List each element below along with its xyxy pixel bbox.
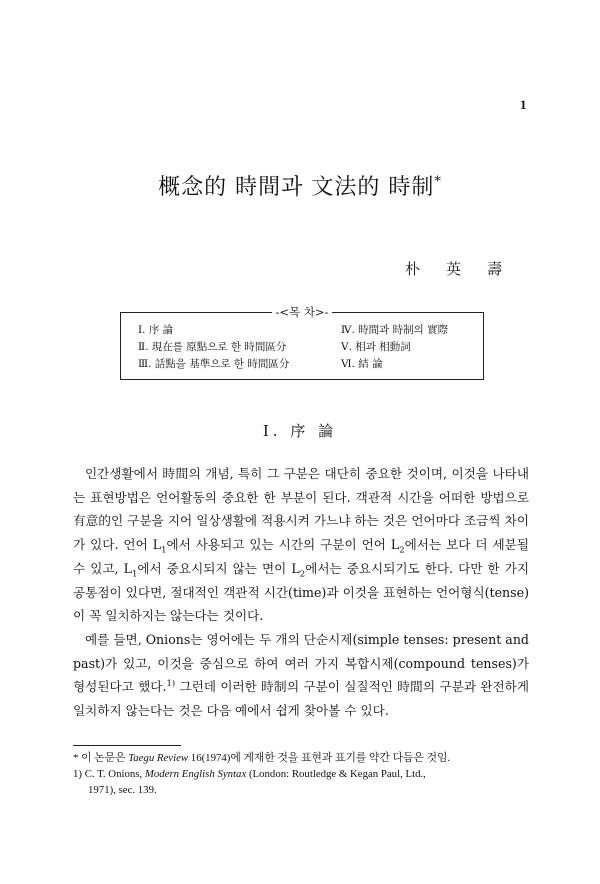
- text-run: (London: Routledge & Kegan Paul, Ltd.,: [246, 768, 426, 780]
- footnote-star: [73, 750, 533, 766]
- subscript: 2: [299, 569, 306, 580]
- author-name: 朴英壽: [405, 260, 529, 278]
- paper-title: [0, 170, 600, 201]
- footnote-divider: [73, 745, 181, 746]
- footnote-1: [73, 766, 533, 782]
- toc-left-column: [138, 322, 289, 373]
- book-title: Modern English Syntax: [144, 768, 247, 780]
- text-run: 예를 들면, Onions는 영어에는 두 개의 단순시제(simple tenses: present and past)가 있고, 이것을 중심으로 하여 여러 가지 복합시제(compound tenses)가 형성된다고 했다.: [73, 631, 529, 695]
- toc-item: Ⅲ. 話點을 基準으로 한 時間區分: [138, 358, 290, 370]
- subscript: 2: [399, 545, 405, 556]
- text-run: 에서는 중요시되기도 한다. 다만 한 가지 공통점이 있다면, 절대적인 객관적 시간(time)과 이것을 표현하는 언어형식(tense)이 꼭 일치하지는 않는다는 것이다.: [73, 560, 530, 624]
- text-run: 16(1974)에 게재한 것을 표현과 표기를 약간 다듬은 것임.: [188, 752, 451, 764]
- body-text: [73, 462, 529, 723]
- title-footnote-mark: *: [434, 174, 442, 190]
- toc-item: Ⅱ. 現在를 原點으로 한 時間區分: [138, 341, 287, 353]
- page-number: 1: [520, 97, 527, 112]
- toc-right-column: [341, 322, 448, 373]
- paragraph-2: [73, 628, 529, 723]
- text-run: 인간생활에서 時間의 개념, 특히 그 구분은 대단히 중요한 것이며, 이것을 나타내는 표현방법은 언어활동의 중요한 한 부분이 된다. 객관적 시간을 어떠한 방법으로 有意的인 구분을 지어 일상생활에 적용시켜 가느냐 하는 것은 언어마다 조금씩 차이가 있다. 언어 L: [73, 466, 529, 553]
- toc-caption: [121, 303, 483, 321]
- toc-item: Ⅳ. 時間과 時制의 實際: [341, 324, 449, 336]
- journal-title: Taegu Review: [128, 752, 189, 764]
- table-of-contents: [120, 305, 484, 380]
- text-run: 에서는 보다 더 세분될 수 있고, L: [73, 537, 529, 576]
- text-run: 그런데 이러한 時制의 구분이 실질적인 時間의 구분과 완전하게 일치하지 않는다는 것은 다음 예에서 쉽게 찾아볼 수 있다.: [73, 679, 529, 719]
- footnote-reference[interactable]: 1): [166, 679, 176, 690]
- toc-item: Ⅵ. 結 論: [341, 358, 383, 370]
- toc-item: Ⅴ. 相과 相動詞: [341, 341, 411, 353]
- title-text: 概念的 時間과 文法的 時制: [158, 175, 435, 200]
- text-run: 에서 사용되고 있는 시간의 구분이 언어 L: [166, 537, 400, 553]
- toc-item: Ⅰ. 序 論: [138, 324, 174, 336]
- text-run: * 이 논문은: [73, 752, 129, 764]
- subscript: 1: [131, 569, 138, 580]
- text-run: 에서 중요시되지 않는 면이 L: [137, 560, 300, 576]
- section-heading: Ⅰ. 序 論: [262, 422, 338, 440]
- paragraph-1: [73, 462, 529, 628]
- footnotes: [73, 750, 533, 798]
- subscript: 1: [161, 545, 167, 556]
- toc-caption-text: -<목 차>-: [272, 305, 333, 319]
- text-run: 1) C. T. Onions,: [73, 768, 145, 780]
- footnote-1-continuation: 1971), sec. 139.: [88, 784, 157, 796]
